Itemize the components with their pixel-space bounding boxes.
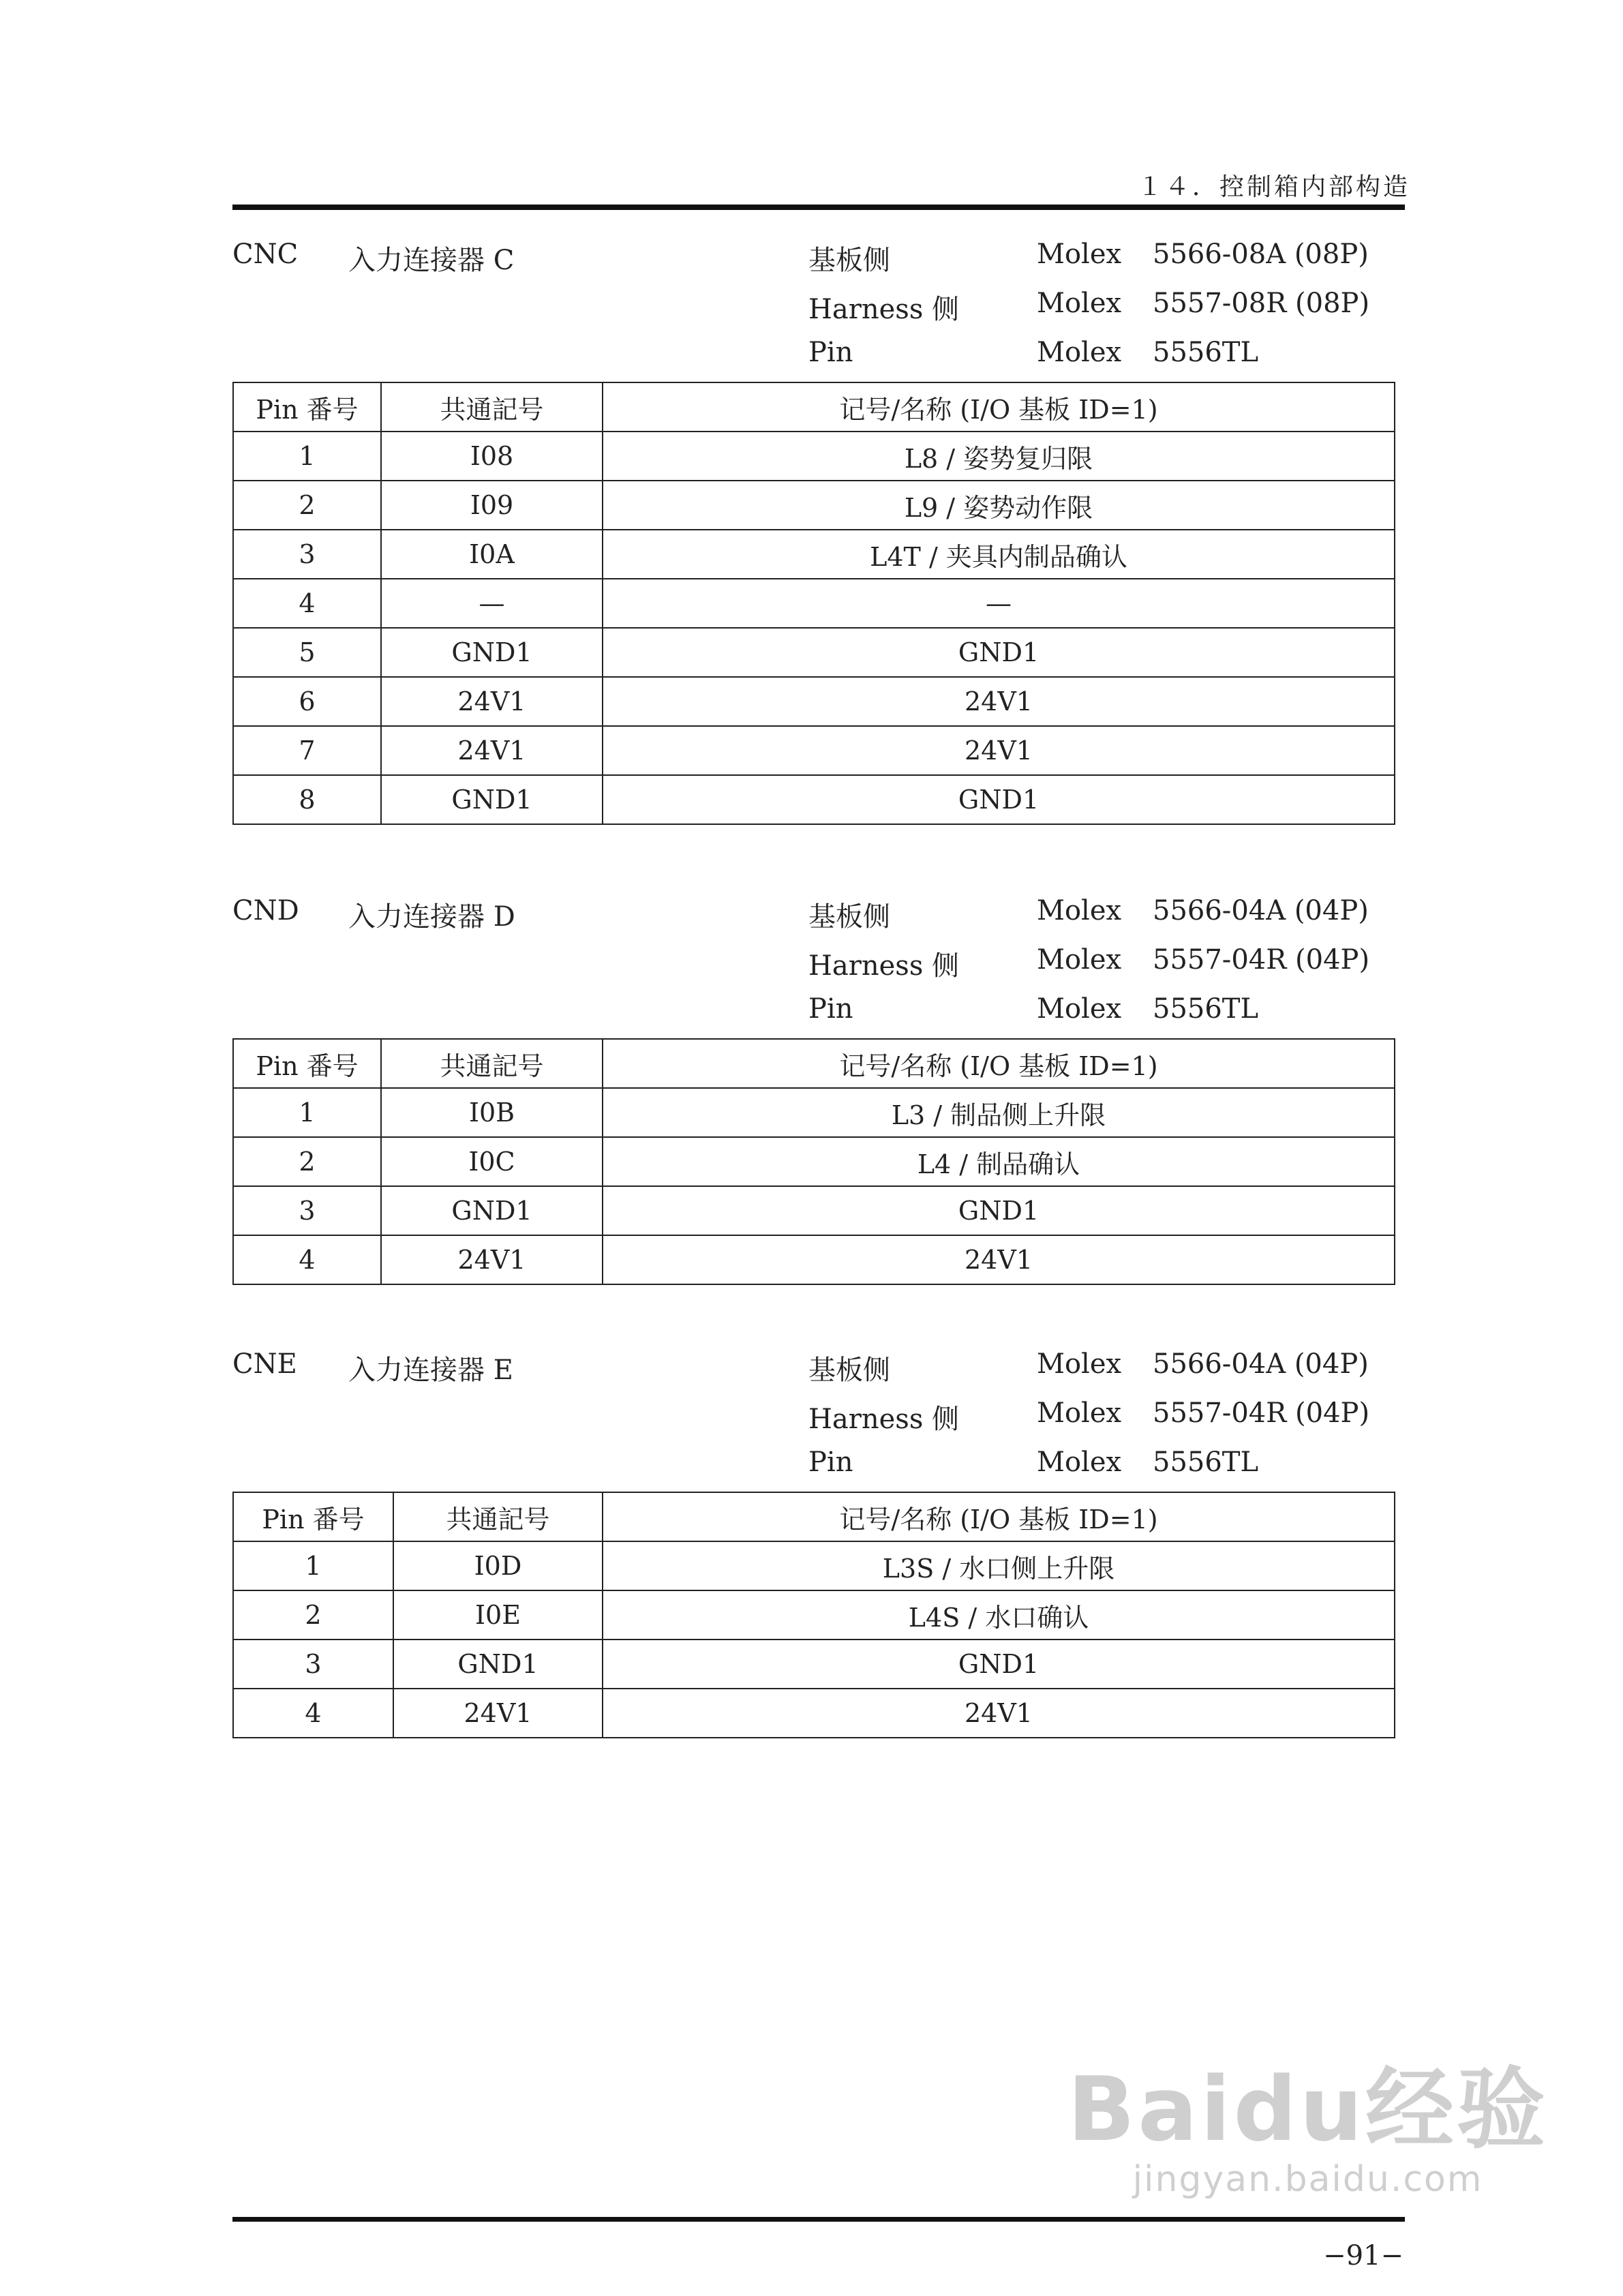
spec-maker: Molex bbox=[1037, 895, 1122, 926]
connector-section-cne bbox=[232, 1348, 1395, 1728]
pin-cell: 4 bbox=[233, 579, 381, 628]
signal-cell: L4S / 水口确认 bbox=[603, 1590, 1395, 1640]
signal-cell: GND1 bbox=[603, 775, 1395, 824]
spec-value: 5566-08A (08P) bbox=[1153, 239, 1369, 270]
spec-maker: Molex bbox=[1037, 288, 1122, 319]
signal-cell: L8 / 姿势复归限 bbox=[603, 432, 1395, 481]
connector-name: 入力连接器 C bbox=[348, 245, 515, 276]
common-cell: 24V1 bbox=[381, 677, 603, 726]
connector-heading bbox=[232, 239, 1395, 389]
pin-cell: 8 bbox=[233, 775, 381, 824]
table-row bbox=[233, 1235, 1395, 1284]
pin-cell: 3 bbox=[233, 1640, 393, 1689]
spec-key: Pin bbox=[808, 337, 853, 368]
pin-table bbox=[232, 382, 1395, 825]
spec-maker: Molex bbox=[1037, 993, 1122, 1025]
spec-maker: Molex bbox=[1037, 1398, 1122, 1429]
common-cell: 24V1 bbox=[381, 726, 603, 775]
header-signal: 记号/名称 (I/O 基板 ID=1) bbox=[603, 382, 1395, 432]
signal-cell: 24V1 bbox=[603, 1689, 1395, 1738]
header-pin: Pin 番号 bbox=[233, 1039, 381, 1088]
pin-cell: 2 bbox=[233, 1590, 393, 1640]
table-row bbox=[233, 1186, 1395, 1235]
table-header-row bbox=[233, 1492, 1395, 1541]
pin-cell: 6 bbox=[233, 677, 381, 726]
watermark bbox=[1067, 2038, 1548, 2200]
spec-value: 5556TL bbox=[1153, 993, 1259, 1025]
signal-cell: — bbox=[603, 579, 1395, 628]
chapter-header: １４．控制箱内部构造 bbox=[1137, 173, 1410, 201]
signal-cell: L9 / 姿势动作限 bbox=[603, 481, 1395, 530]
table-row bbox=[233, 1590, 1395, 1640]
signal-cell: GND1 bbox=[603, 1640, 1395, 1689]
pin-cell: 4 bbox=[233, 1235, 381, 1284]
pin-table bbox=[232, 1492, 1395, 1738]
common-cell: I0C bbox=[381, 1137, 603, 1186]
spec-maker: Molex bbox=[1037, 239, 1122, 270]
spec-value: 5566-04A (04P) bbox=[1153, 1348, 1369, 1380]
spec-value: 5566-04A (04P) bbox=[1153, 895, 1369, 926]
header-common: 共通記号 bbox=[381, 1039, 603, 1088]
spec-key: Harness 侧 bbox=[808, 294, 960, 325]
common-cell: GND1 bbox=[381, 628, 603, 677]
table-row bbox=[233, 530, 1395, 579]
spec-key: 基板侧 bbox=[808, 901, 890, 933]
table-row bbox=[233, 628, 1395, 677]
spec-maker: Molex bbox=[1037, 944, 1122, 976]
spec-value: 5557-08R (08P) bbox=[1153, 288, 1370, 319]
pin-cell: 1 bbox=[233, 1088, 381, 1137]
common-cell: GND1 bbox=[381, 775, 603, 824]
common-cell: — bbox=[381, 579, 603, 628]
connector-name: 入力连接器 D bbox=[348, 901, 515, 933]
pin-cell: 5 bbox=[233, 628, 381, 677]
common-cell: GND1 bbox=[393, 1640, 603, 1689]
watermark-brand: Baidu经验 bbox=[1067, 2057, 1548, 2161]
spec-value: 5557-04R (04P) bbox=[1153, 1398, 1370, 1429]
table-row bbox=[233, 1689, 1395, 1738]
common-cell: I08 bbox=[381, 432, 603, 481]
header-signal: 记号/名称 (I/O 基板 ID=1) bbox=[603, 1492, 1395, 1541]
pin-cell: 2 bbox=[233, 1137, 381, 1186]
common-cell: I09 bbox=[381, 481, 603, 530]
spec-value: 5556TL bbox=[1153, 337, 1259, 368]
spec-maker: Molex bbox=[1037, 1348, 1122, 1380]
spec-key: Pin bbox=[808, 1447, 853, 1478]
common-cell: I0A bbox=[381, 530, 603, 579]
signal-cell: L4T / 夹具内制品确认 bbox=[603, 530, 1395, 579]
common-cell: 24V1 bbox=[393, 1689, 603, 1738]
connector-heading bbox=[232, 895, 1395, 1045]
signal-cell: 24V1 bbox=[603, 726, 1395, 775]
spec-value: 5556TL bbox=[1153, 1447, 1259, 1478]
connector-code: CND bbox=[232, 895, 299, 926]
table-header-row bbox=[233, 382, 1395, 432]
table-row bbox=[233, 1541, 1395, 1590]
connector-section-cnc bbox=[232, 239, 1395, 815]
common-cell: I0D bbox=[393, 1541, 603, 1590]
spec-key: 基板侧 bbox=[808, 245, 890, 276]
table-row bbox=[233, 677, 1395, 726]
header-signal: 记号/名称 (I/O 基板 ID=1) bbox=[603, 1039, 1395, 1088]
common-cell: GND1 bbox=[381, 1186, 603, 1235]
connector-name: 入力连接器 E bbox=[348, 1355, 513, 1386]
signal-cell: GND1 bbox=[603, 1186, 1395, 1235]
table-header-row bbox=[233, 1039, 1395, 1088]
signal-cell: L3 / 制品侧上升限 bbox=[603, 1088, 1395, 1137]
common-cell: I0E bbox=[393, 1590, 603, 1640]
spec-key: Harness 侧 bbox=[808, 950, 960, 982]
pin-cell: 2 bbox=[233, 481, 381, 530]
table-row bbox=[233, 579, 1395, 628]
common-cell: 24V1 bbox=[381, 1235, 603, 1284]
pin-cell: 1 bbox=[233, 1541, 393, 1590]
spec-maker: Molex bbox=[1037, 1447, 1122, 1478]
connector-code: CNE bbox=[232, 1348, 297, 1380]
watermark-site: jingyan.baidu.com bbox=[1132, 2159, 1483, 2200]
header-common: 共通記号 bbox=[393, 1492, 603, 1541]
spec-key: Harness 侧 bbox=[808, 1404, 960, 1435]
spec-key: 基板侧 bbox=[808, 1355, 890, 1386]
header-common: 共通記号 bbox=[381, 382, 603, 432]
pin-cell: 4 bbox=[233, 1689, 393, 1738]
header-pin: Pin 番号 bbox=[233, 382, 381, 432]
spec-maker: Molex bbox=[1037, 337, 1122, 368]
pin-cell: 7 bbox=[233, 726, 381, 775]
signal-cell: L4 / 制品确认 bbox=[603, 1137, 1395, 1186]
table-row bbox=[233, 1640, 1395, 1689]
page-number: −91− bbox=[1323, 2240, 1404, 2271]
connector-section-cnd bbox=[232, 895, 1395, 1275]
table-row bbox=[233, 432, 1395, 481]
table-row bbox=[233, 1137, 1395, 1186]
header-rule bbox=[232, 205, 1405, 210]
signal-cell: GND1 bbox=[603, 628, 1395, 677]
table-row bbox=[233, 481, 1395, 530]
spec-value: 5557-04R (04P) bbox=[1153, 944, 1370, 976]
pin-cell: 1 bbox=[233, 432, 381, 481]
common-cell: I0B bbox=[381, 1088, 603, 1137]
footer-rule bbox=[232, 2217, 1405, 2222]
header-pin: Pin 番号 bbox=[233, 1492, 393, 1541]
spec-key: Pin bbox=[808, 993, 853, 1025]
connector-code: CNC bbox=[232, 239, 299, 270]
signal-cell: 24V1 bbox=[603, 677, 1395, 726]
signal-cell: L3S / 水口侧上升限 bbox=[603, 1541, 1395, 1590]
pin-cell: 3 bbox=[233, 530, 381, 579]
table-row bbox=[233, 1088, 1395, 1137]
table-row bbox=[233, 726, 1395, 775]
pin-cell: 3 bbox=[233, 1186, 381, 1235]
connector-heading bbox=[232, 1348, 1395, 1498]
signal-cell: 24V1 bbox=[603, 1235, 1395, 1284]
table-row bbox=[233, 775, 1395, 824]
pin-table bbox=[232, 1038, 1395, 1285]
